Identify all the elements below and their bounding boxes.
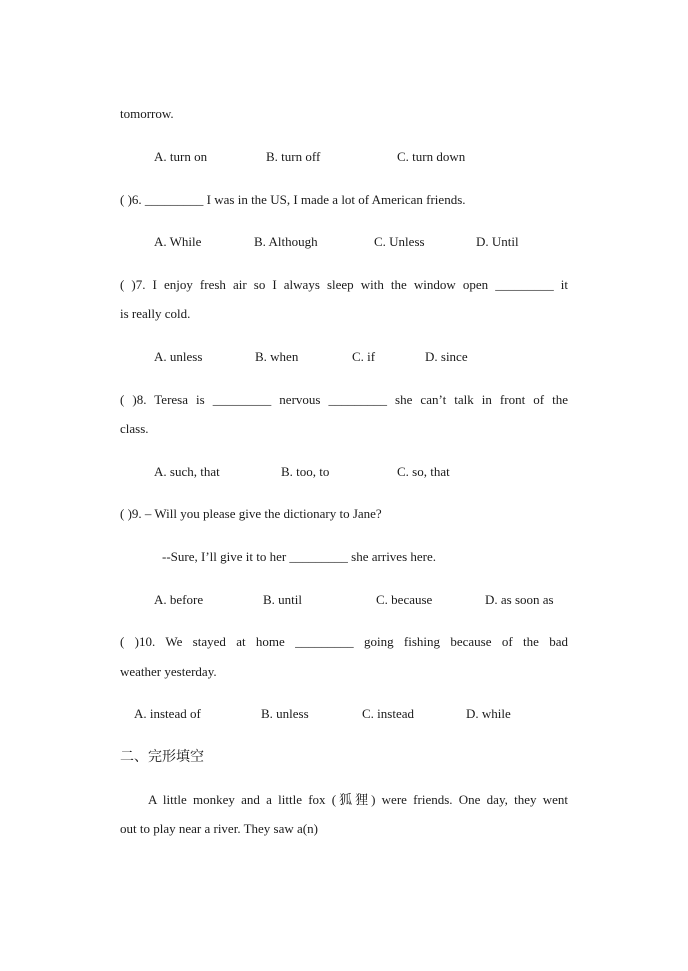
- q8-stem-line2: class.: [120, 421, 149, 436]
- q10-option-b: B. unless: [261, 706, 309, 721]
- q6-option-b: B. Although: [254, 234, 318, 249]
- q9-stem-line1: ( )9. – Will you please give the dictionary to Jane?: [120, 506, 382, 521]
- q8-option-a: A. such, that: [154, 464, 220, 479]
- cloze-paragraph-line2: out to play near a river. They saw a(n): [120, 821, 318, 836]
- q7-option-c: C. if: [352, 349, 376, 364]
- q8-stem-line1: ( )8. Teresa is _________ nervous _________ she can’t talk in front of the: [120, 392, 568, 407]
- q9-option-a: A. before: [154, 592, 204, 607]
- q10-stem-line1: ( )10. We stayed at home _________ going fishing because of the bad: [120, 634, 568, 649]
- q9-option-c: C. because: [376, 592, 433, 607]
- q6-option-c: C. Unless: [374, 234, 425, 249]
- q8-option-b: B. too, to: [281, 464, 330, 479]
- q5-option-c: C. turn down: [397, 149, 466, 164]
- q9-stem-line2: --Sure, I’ll give it to her _________ she arrives here.: [162, 549, 437, 564]
- q7-option-b: B. when: [255, 349, 299, 364]
- section-title-cloze: 二、完形填空: [120, 749, 204, 765]
- q9-option-b: B. until: [263, 592, 303, 607]
- q6-option-a: A. While: [154, 234, 202, 249]
- q7-stem-line2: is really cold.: [120, 306, 191, 321]
- q10-option-c: C. instead: [362, 706, 414, 721]
- q5-option-b: B. turn off: [266, 149, 321, 164]
- q7-stem-line1: ( )7. I enjoy fresh air so I always sleep with the window open _________ it: [120, 277, 568, 292]
- q5-option-a: A. turn on: [154, 149, 208, 164]
- q10-option-a: A. instead of: [134, 706, 201, 721]
- q9-option-d: D. as soon as: [485, 592, 554, 607]
- q6-option-d: D. Until: [476, 234, 519, 249]
- q7-option-a: A. unless: [154, 349, 203, 364]
- q10-option-d: D. while: [466, 706, 511, 721]
- continued-line: tomorrow.: [120, 106, 174, 121]
- q7-option-d: D. since: [425, 349, 468, 364]
- q8-option-c: C. so, that: [397, 464, 450, 479]
- cloze-paragraph-line1: A little monkey and a little fox (狐狸) were friends. One day, they went: [148, 792, 568, 807]
- q10-stem-line2: weather yesterday.: [120, 664, 217, 679]
- q6-stem: ( )6. _________ I was in the US, I made a lot of American friends.: [120, 192, 466, 207]
